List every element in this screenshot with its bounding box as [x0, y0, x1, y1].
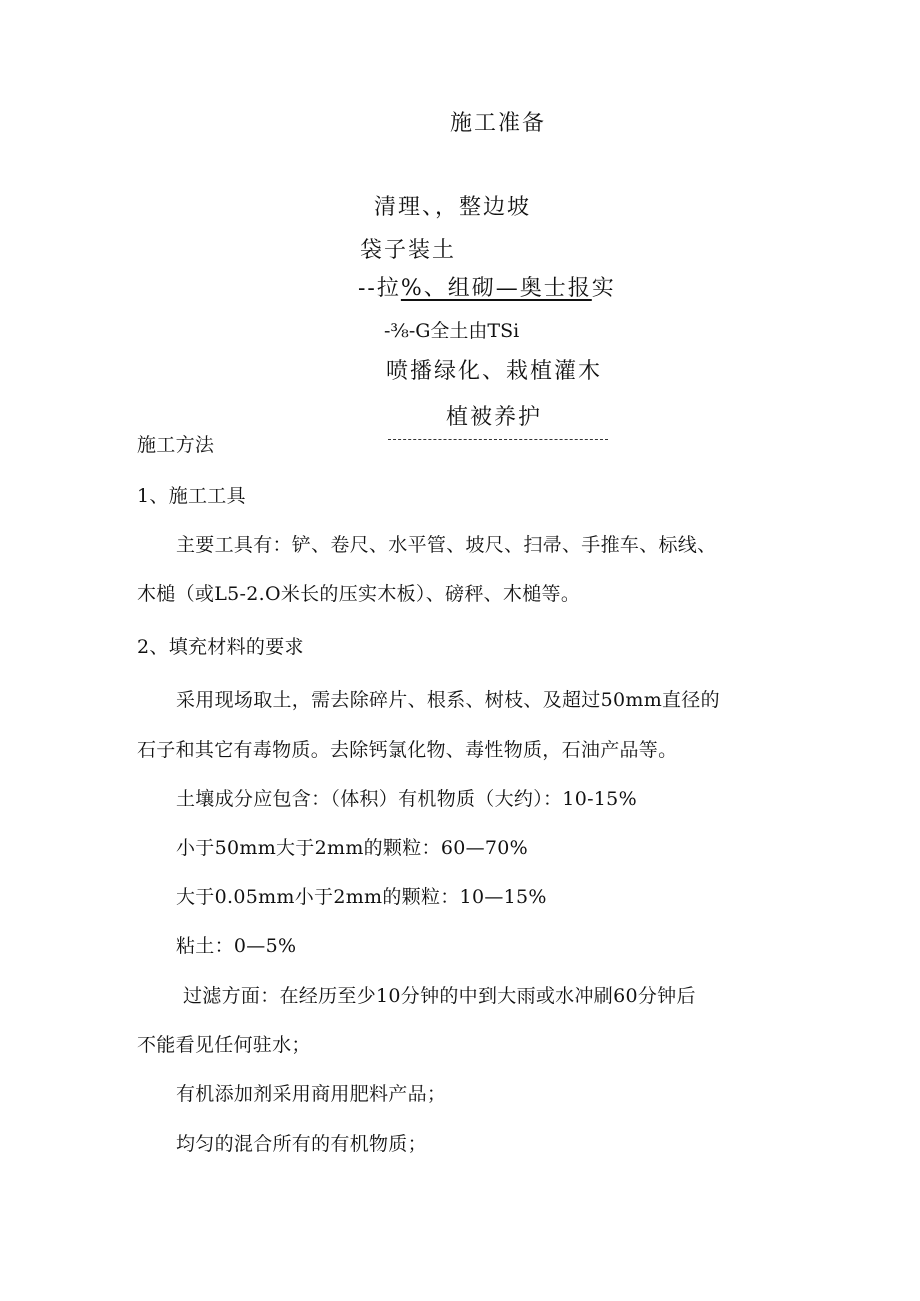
- item2-paragraph-line1: 采用现场取土，需去除碎片、根系、树枝、及超过50mm直径的: [176, 689, 720, 711]
- soil-composition-line1: 土壤成分应包含：（体积）有机物质（大约）：10-15%: [176, 788, 637, 810]
- flow-title: 施工准备: [450, 111, 547, 136]
- flow-step-stack-underlined: %、组砌—奥士报: [400, 276, 592, 301]
- soil-composition-line4: 粘土：0—5%: [176, 935, 297, 957]
- flow-step-stack-prefix: --拉: [358, 276, 401, 301]
- item1-heading: 1、施工工具: [137, 485, 246, 507]
- additive-line: 有机添加剂采用商用肥料产品；: [176, 1083, 447, 1105]
- soil-composition-line3: 大于0.05mm小于2mm的颗粒：10—15%: [176, 886, 547, 908]
- flow-step-bag-soil: 袋子装土: [360, 238, 457, 263]
- flow-step-garbled: -⅜-G全土由TSi: [384, 320, 520, 342]
- flow-step-stack-suffix: 实: [591, 276, 616, 301]
- item2-heading: 2、填充材料的要求: [137, 636, 304, 658]
- flow-step-maintenance: 植被养护: [446, 405, 543, 430]
- filter-paragraph-line1: 过滤方面：在经历至少10分钟的中到大雨或水冲刷60分钟后: [183, 985, 696, 1007]
- flow-step-clear-slope: 清理、，整边坡: [374, 195, 532, 220]
- mix-line: 均匀的混合所有的有机物质；: [176, 1133, 427, 1155]
- flow-step-planting: 喷播绿化、栽植灌木: [386, 359, 603, 384]
- section-heading-methods: 施工方法: [137, 434, 215, 456]
- dashed-divider: [388, 439, 608, 440]
- soil-composition-line2: 小于50mm大于2mm的颗粒：60—70%: [176, 837, 529, 859]
- item2-paragraph-line2: 石子和其它有毒物质。去除钙氯化物、毒性物质，石油产品等。: [137, 739, 678, 761]
- flow-step-stack: [358, 271, 616, 302]
- item1-paragraph-line2: 木槌（或L5-2.O米长的压实木板）、磅秤、木槌等。: [137, 583, 581, 605]
- filter-paragraph-line2: 不能看见任何驻水；: [137, 1034, 311, 1056]
- item1-paragraph-line1: 主要工具有：铲、卷尺、水平管、坡尺、扫帚、手推车、标线、: [176, 534, 717, 556]
